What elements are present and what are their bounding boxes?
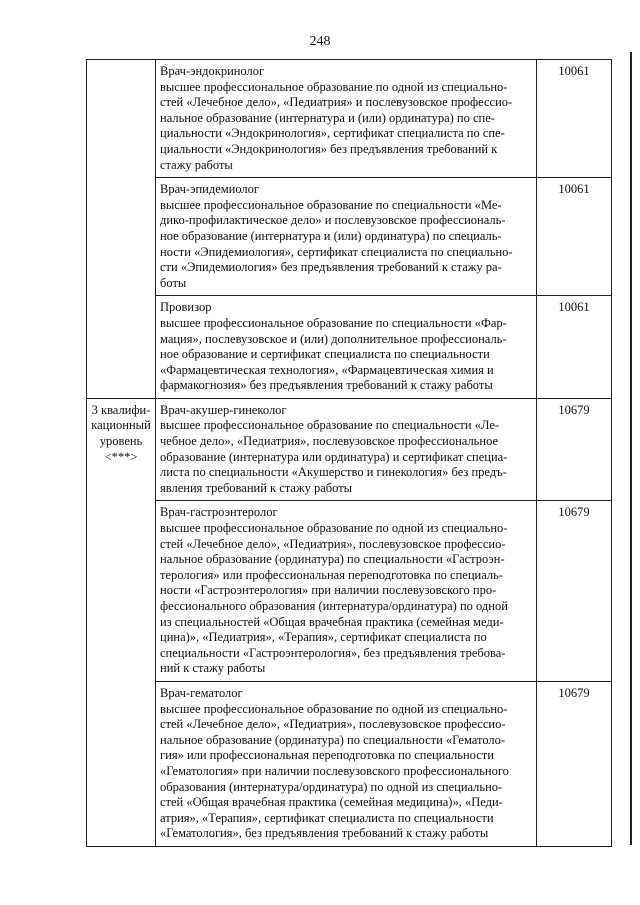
requirement-line: стей «Общая врачебная практика (семейная медицина)», «Педи-	[160, 795, 503, 810]
requirement-line: явления требований к стажу работы	[160, 480, 353, 495]
requirement-line: «Гематология», без предъявления требований к стажу работы	[160, 826, 489, 841]
table-row	[87, 296, 612, 399]
requirement-line: чебное дело», «Педиатрия», послевузовское профессиональное	[160, 434, 499, 449]
salary-cell	[537, 501, 612, 682]
salary-value: 10061	[558, 300, 590, 315]
salary-cell	[537, 681, 612, 846]
requirement-line: циальности «Эндокринология» без предъявления требований к	[160, 141, 498, 156]
requirement-line: фессионального образования (интернатура/ординатура) по одной	[160, 599, 508, 613]
requirement-line: высшее профессиональное образование по специальности «Ле-	[160, 418, 500, 433]
table-row	[87, 398, 612, 501]
qualification-level-line: 3 квалифи-	[91, 402, 151, 417]
page-number: 248	[309, 34, 331, 49]
position-requirements-cell	[156, 60, 537, 178]
requirement-line: цина)», «Педиатрия», «Терапия», сертификат специалиста по	[160, 630, 487, 645]
requirement-line: нальное образование (ординатура) по специальности «Гематоло-	[160, 732, 506, 747]
requirement-line: сти «Эпидемиология» без предъявления требований к стажу ра-	[160, 260, 502, 275]
requirement-line: образования (интернатура/ординатура) по одной из специально-	[160, 779, 503, 794]
position-entry	[156, 501, 536, 681]
requirement-line: стей «Лечебное дело», «Педиатрия», послевузовское профессио-	[160, 536, 506, 551]
requirement-line: ности «Эпидемиология», сертификат специалиста по специально-	[160, 244, 513, 259]
requirement-line: образование (интернатура или ординатура) и сертификат специа-	[160, 449, 508, 464]
salary-value: 10061	[558, 182, 590, 197]
requirement-line: стей «Лечебное дело», «Педиатрия», послевузовское профессио-	[160, 717, 506, 732]
table-row	[87, 501, 612, 682]
scan-edge-line	[630, 52, 632, 845]
position-entry	[156, 60, 536, 177]
position-title: Врач-гастроэнтеролог	[160, 505, 278, 520]
table-body	[87, 60, 612, 847]
requirement-line: атрия», «Терапия», сертификат специалиста по специальности	[160, 810, 494, 825]
requirement-line: ное образование (интернатура и (или) ординатура) по специаль-	[160, 228, 502, 243]
requirement-line: фармакогнозия» без предъявления требований к стажу работы	[160, 378, 493, 393]
position-requirements-cell	[156, 178, 537, 296]
position-entry	[156, 399, 536, 501]
requirement-line: дико-профилактическое дело» и послевузовское профессиональ-	[160, 213, 506, 228]
salary-cell	[537, 178, 612, 296]
position-requirements-cell	[156, 681, 537, 846]
requirement-line: из специальностей «Общая врачебная практика (семейная меди-	[160, 614, 504, 629]
requirement-line: нальное образование (ординатура) по специальности «Гастроэн-	[160, 552, 505, 567]
table-row	[87, 681, 612, 846]
position-title: Врач-акушер-гинеколог	[160, 402, 287, 417]
requirement-line: высшее профессиональное образование по специальности «Ме-	[160, 197, 502, 212]
position-entry	[156, 296, 536, 398]
table-row	[87, 178, 612, 296]
requirement-line: боты	[160, 275, 187, 290]
position-requirements-cell	[156, 296, 537, 399]
qualification-level-line: кационный	[91, 418, 151, 433]
requirement-line: циальности «Эндокринология», сертификат специалиста по спе-	[160, 126, 505, 141]
requirement-line: ности «Гастроэнтерология» при наличии послевузовского про-	[160, 583, 497, 598]
requirement-line: стажу работы	[160, 157, 233, 172]
requirement-line: терология» или профессиональная переподготовка по специаль-	[160, 567, 503, 582]
requirement-line: гия» или профессиональная переподготовка по специальности	[160, 748, 494, 763]
requirement-line: мация», послевузовское и (или) дополнительное профессиональ-	[160, 331, 507, 346]
requirement-line: листа по специальности «Акушерство и гинекология» без предъ-	[160, 465, 507, 480]
salary-cell	[537, 60, 612, 178]
requirement-line: высшее профессиональное образование по одной из специально-	[160, 701, 508, 716]
requirement-line: нальное образование (интернатура и (или) ординатура) по спе-	[160, 110, 495, 125]
salary-value: 10679	[558, 685, 590, 700]
salary-value: 10061	[558, 64, 590, 78]
requirement-line: «Гематология» при наличии послевузовского профессионального	[160, 763, 509, 778]
requirement-line: высшее профессиональное образование по специальности «Фар-	[160, 315, 507, 330]
requirement-line: высшее профессиональное образование по одной из специально-	[160, 79, 508, 94]
position-entry	[156, 682, 536, 846]
salary-value: 10679	[558, 505, 590, 520]
qualification-level-cell	[87, 398, 156, 846]
requirement-line: специальности «Гастроэнтерология», без предъявления требова-	[160, 645, 506, 660]
position-requirements-cell	[156, 398, 537, 501]
requirement-line: высшее профессиональное образование по одной из специально-	[160, 521, 508, 536]
table-row	[87, 60, 612, 178]
qualification-level-line: уровень	[99, 434, 143, 449]
salary-value: 10679	[558, 402, 590, 417]
salary-cell	[537, 398, 612, 501]
requirement-line: ное образование и сертификат специалиста по специальности	[160, 347, 490, 362]
qualification-table	[86, 59, 612, 847]
position-requirements-cell	[156, 501, 537, 682]
requirement-line: «Фармацевтическая технология», «Фармацевтическая химия и	[160, 362, 494, 377]
salary-cell	[537, 296, 612, 399]
position-title: Провизор	[160, 300, 212, 315]
position-title: Врач-эпидемиолог	[160, 182, 260, 197]
position-title: Врач-гематолог	[160, 685, 243, 700]
qualification-level-text	[87, 399, 155, 465]
qualification-level-text	[87, 60, 155, 64]
qualification-level-line: <***>	[104, 449, 138, 464]
requirement-line: ний к стажу работы	[160, 661, 266, 676]
requirement-line: стей «Лечебное дело», «Педиатрия» и послевузовское профессио-	[160, 95, 513, 110]
position-entry	[156, 178, 536, 295]
qualification-level-cell	[87, 60, 156, 399]
position-title: Врач-эндокринолог	[160, 64, 265, 78]
